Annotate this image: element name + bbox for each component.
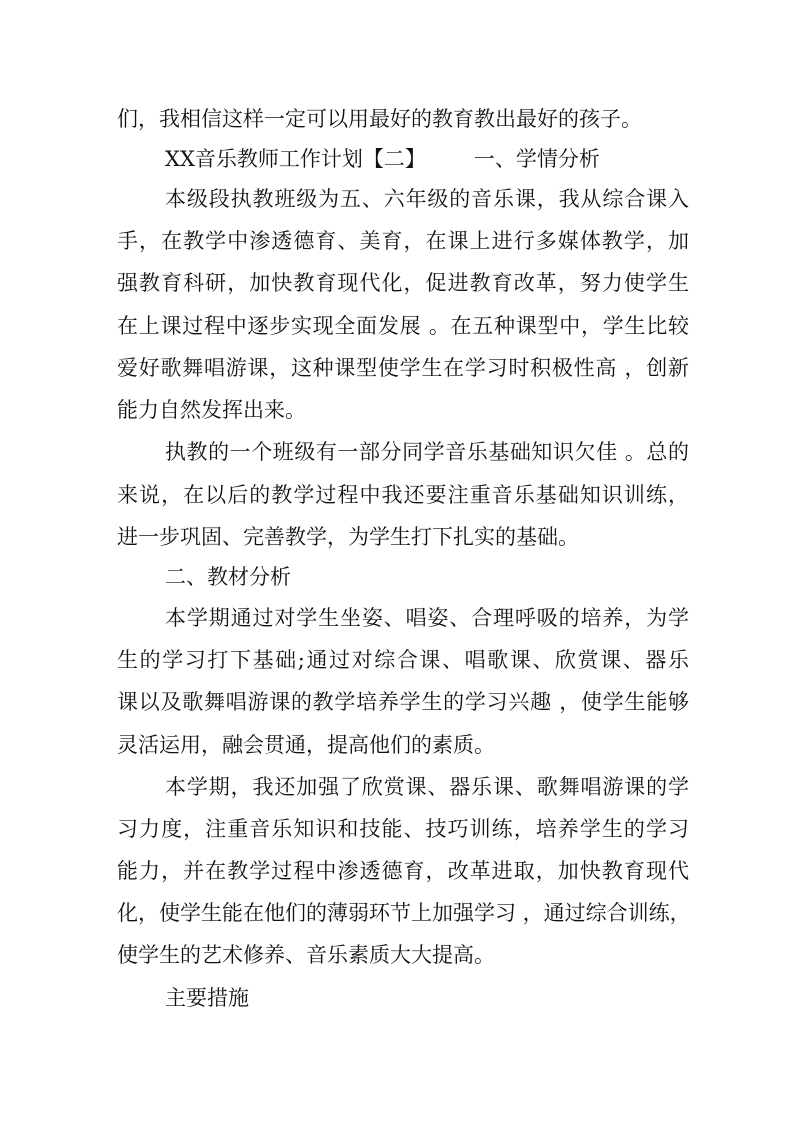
paragraph-line: 们，我相信这样一定可以用最好的教育教出最好的孩子。 <box>117 107 642 131</box>
paragraph-line: 使学生的艺术修养、音乐素质大大提高。 <box>117 943 495 967</box>
paragraph-line: 在上课过程中逐步实现全面发展 。在五种课型中，学生比较 <box>117 314 689 338</box>
paragraph-line: 能力，并在教学过程中渗透德育，改革进取，加快教育现代 <box>117 859 689 883</box>
heading-textbook-analysis: 二、教材分析 <box>165 565 291 589</box>
paragraph-line: 本级段执教班级为五、六年级的音乐课，我从综合课入 <box>165 187 689 211</box>
paragraph-line: 爱好歌舞唱游课，这种课型使学生在学习时积极性高 ，创新 <box>117 356 689 380</box>
paragraph-line: 本学期通过对学生坐姿、唱姿、合理呼吸的培养，为学 <box>165 606 689 630</box>
paragraph-line: 习力度，注重音乐知识和技能、技巧训练，培养学生的学习 <box>117 817 689 841</box>
paragraph-line: 手，在教学中渗透德育、美育，在课上进行多媒体教学，加 <box>117 229 689 253</box>
paragraph-line: 生的学习打下基础;通过对综合课、唱歌课、欣赏课、器乐 <box>117 648 689 672</box>
heading-learning-analysis: 一、学情分析 <box>473 147 600 171</box>
paragraph-line: 强教育科研，加快教育现代化，促进教育改革，努力使学生 <box>117 271 689 295</box>
paragraph-line: 进一步巩固、完善教学，为学生打下扎实的基础。 <box>117 525 579 549</box>
paragraph-line: 化，使学生能在他们的薄弱环节上加强学习 ，通过综合训练， <box>117 901 691 925</box>
section-title-line <box>165 144 689 174</box>
paragraph-line: 能力自然发挥出来。 <box>117 398 306 422</box>
plan-title: XX音乐教师工作计划【二】 <box>165 147 426 171</box>
heading-main-measures: 主要措施 <box>165 986 249 1010</box>
paragraph-line: 本学期，我还加强了欣赏课、器乐课、歌舞唱游课的学 <box>165 775 689 799</box>
paragraph-line: 课以及歌舞唱游课的教学培养学生的学习兴趣 ，使学生能够 <box>117 690 689 714</box>
paragraph-line: 执教的一个班级有一部分同学音乐基础知识欠佳 。总的 <box>165 440 689 464</box>
paragraph-line: 来说，在以后的教学过程中我还要注重音乐基础知识训练， <box>117 483 689 507</box>
paragraph-line: 灵活运用，融会贯通，提高他们的素质。 <box>117 733 495 757</box>
